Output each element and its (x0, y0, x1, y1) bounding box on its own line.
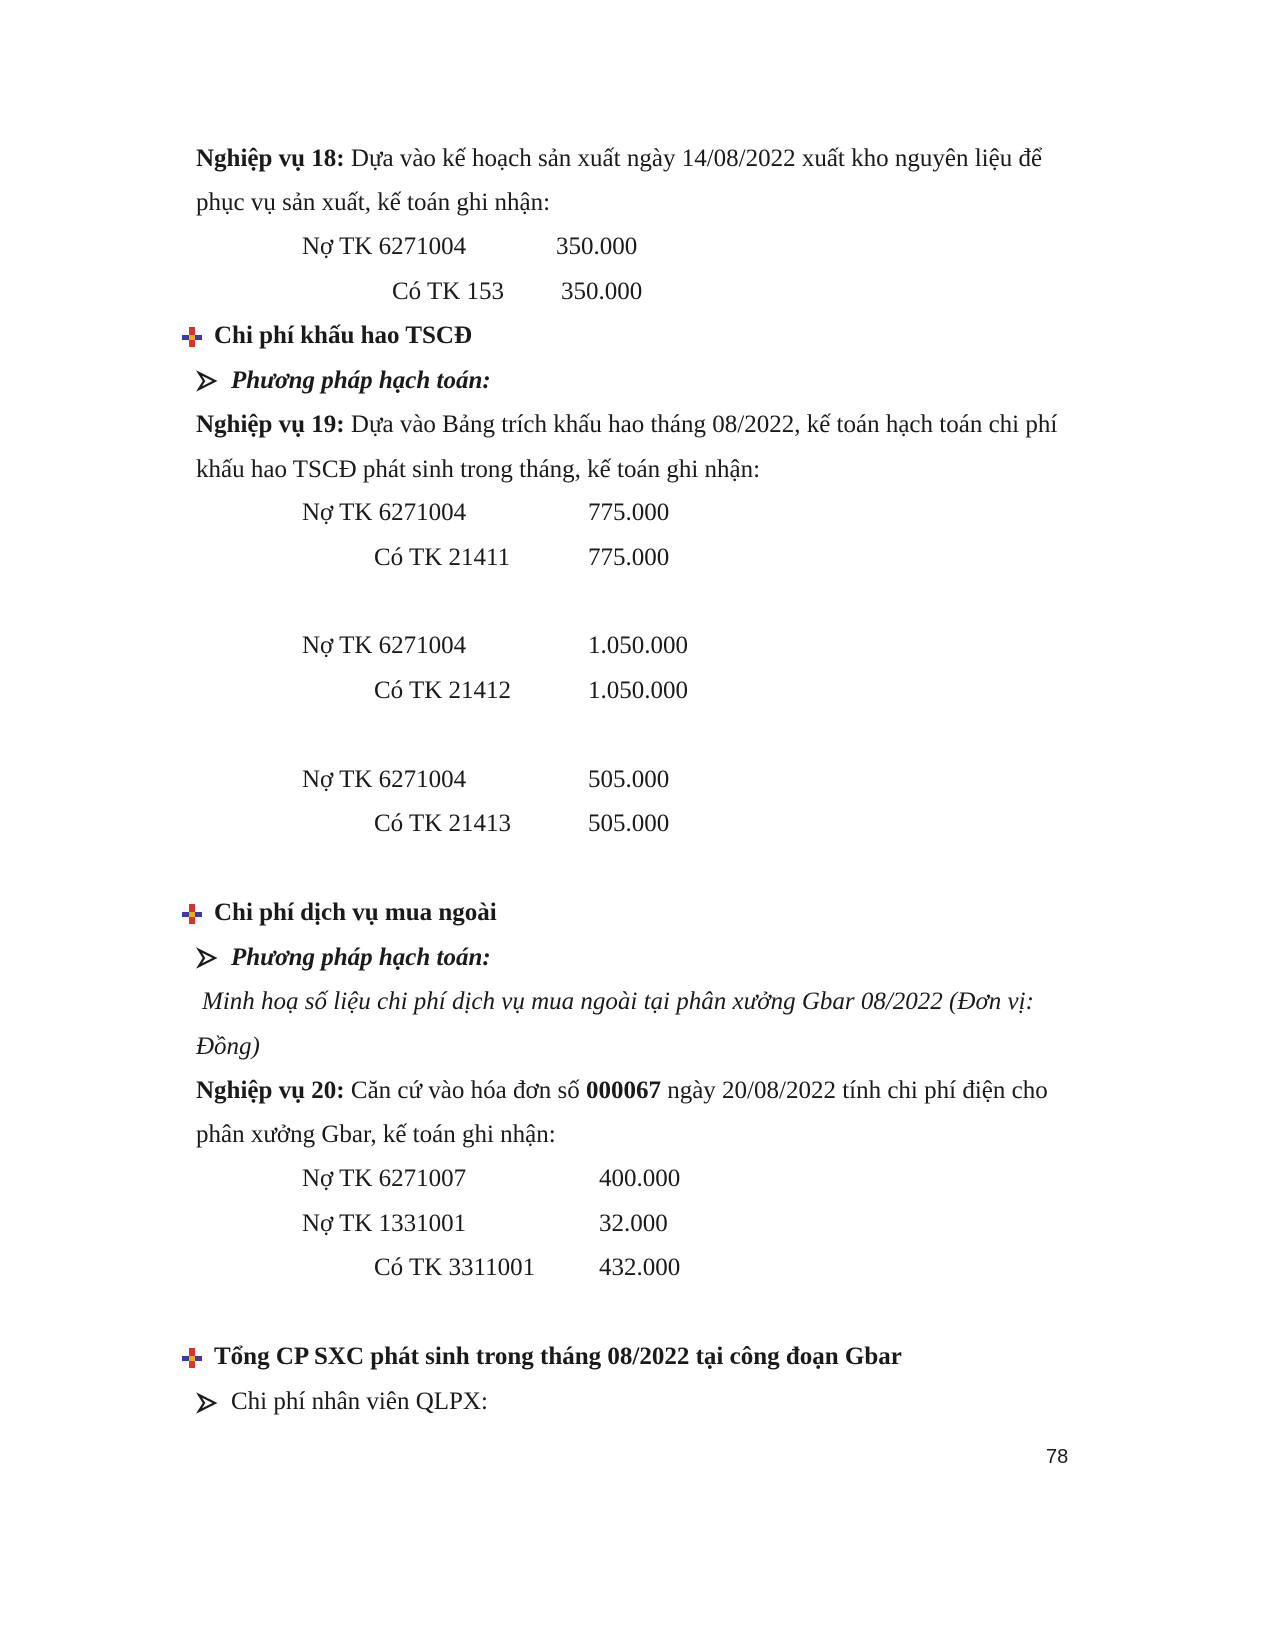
services-caption-line2: Đồng) (196, 1033, 260, 1060)
nv19-paragraph-line1 (196, 410, 1057, 440)
nv19-entry2-credit-amount: 1.050.000 (588, 677, 688, 704)
nv20-debit2-account: Nợ TK 1331001 (302, 1210, 467, 1237)
nv18-text1: Dựa vào kế hoạch sản xuất ngày 14/08/2022 xuất kho nguyên liệu để (344, 145, 1043, 172)
nv20-debit1-amount: 400.000 (599, 1165, 681, 1192)
nv19-entry2-debit-account: Nợ TK 6271004 (302, 632, 467, 659)
section-heading-total-overhead: Tổng CP SXC phát sinh trong tháng 08/2022 tại công đoạn Gbar (214, 1343, 902, 1370)
cross-bullet-icon (180, 1346, 204, 1370)
services-method-label: Phương pháp hạch toán: (231, 944, 491, 971)
nv19-label: Nghiệp vụ 19: (196, 411, 345, 438)
nv19-entry3-credit-account: Có TK 21413 (374, 810, 512, 837)
nv20-debit2-amount: 32.000 (599, 1210, 668, 1237)
nv18-credit-amount: 350.000 (561, 278, 643, 305)
depreciation-method-label: Phương pháp hạch toán: (231, 367, 491, 394)
nv19-entry1-credit-amount: 775.000 (588, 544, 670, 571)
nv18-debit-amount: 350.000 (556, 233, 638, 260)
nv20-paragraph-line1 (196, 1076, 1048, 1106)
nv19-entry3-credit-amount: 505.000 (588, 810, 670, 837)
nv18-debit-account: Nợ TK 6271004 (302, 233, 467, 260)
nv18-paragraph-line1 (196, 144, 1042, 174)
arrow-bullet-icon (196, 370, 218, 392)
total-overhead-item1: Chi phí nhân viên QLPX: (231, 1388, 488, 1415)
nv19-entry2-debit-amount: 1.050.000 (588, 632, 688, 659)
nv19-entry1-debit-amount: 775.000 (588, 499, 670, 526)
page-number: 78 (1046, 1446, 1069, 1468)
nv19-entry2-credit-account: Có TK 21412 (374, 677, 512, 704)
nv20-text2: phân xưởng Gbar, kế toán ghi nhận: (196, 1121, 556, 1148)
cross-bullet-icon (180, 902, 204, 926)
nv20-invoice-number: 000067 (585, 1077, 661, 1104)
nv18-credit-account: Có TK 153 (392, 278, 505, 305)
nv18-text2: phục vụ sản xuất, kế toán ghi nhận: (196, 189, 551, 216)
nv19-entry3-debit-account: Nợ TK 6271004 (302, 766, 467, 793)
nv19-text1: Dựa vào Bảng trích khấu hao tháng 08/2022, kế toán hạch toán chi phí (344, 411, 1058, 438)
nv19-entry3-debit-amount: 505.000 (588, 766, 670, 793)
nv18-label: Nghiệp vụ 18: (196, 145, 345, 172)
nv19-text2: khấu hao TSCĐ phát sinh trong tháng, kế toán ghi nhận: (196, 456, 761, 483)
nv20-label: Nghiệp vụ 20: (196, 1077, 345, 1104)
nv20-text-a: Căn cứ vào hóa đơn số (344, 1077, 586, 1104)
nv20-credit-account: Có TK 3311001 (374, 1254, 536, 1281)
section-heading-depreciation: Chi phí khấu hao TSCĐ (214, 322, 473, 349)
nv20-text-b: ngày 20/08/2022 tính chi phí điện cho (660, 1077, 1048, 1104)
arrow-bullet-icon (196, 947, 218, 969)
nv20-debit1-account: Nợ TK 6271007 (302, 1165, 467, 1192)
cross-bullet-icon (180, 325, 204, 349)
section-heading-outsourced-services: Chi phí dịch vụ mua ngoài (214, 899, 497, 926)
nv19-entry1-credit-account: Có TK 21411 (374, 544, 511, 571)
arrow-bullet-icon (196, 1392, 218, 1414)
nv20-credit-amount: 432.000 (599, 1254, 681, 1281)
services-caption-line1: Minh hoạ số liệu chi phí dịch vụ mua ngoài tại phân xưởng Gbar 08/2022 (Đơn vị: (202, 988, 1034, 1015)
nv19-entry1-debit-account: Nợ TK 6271004 (302, 499, 467, 526)
